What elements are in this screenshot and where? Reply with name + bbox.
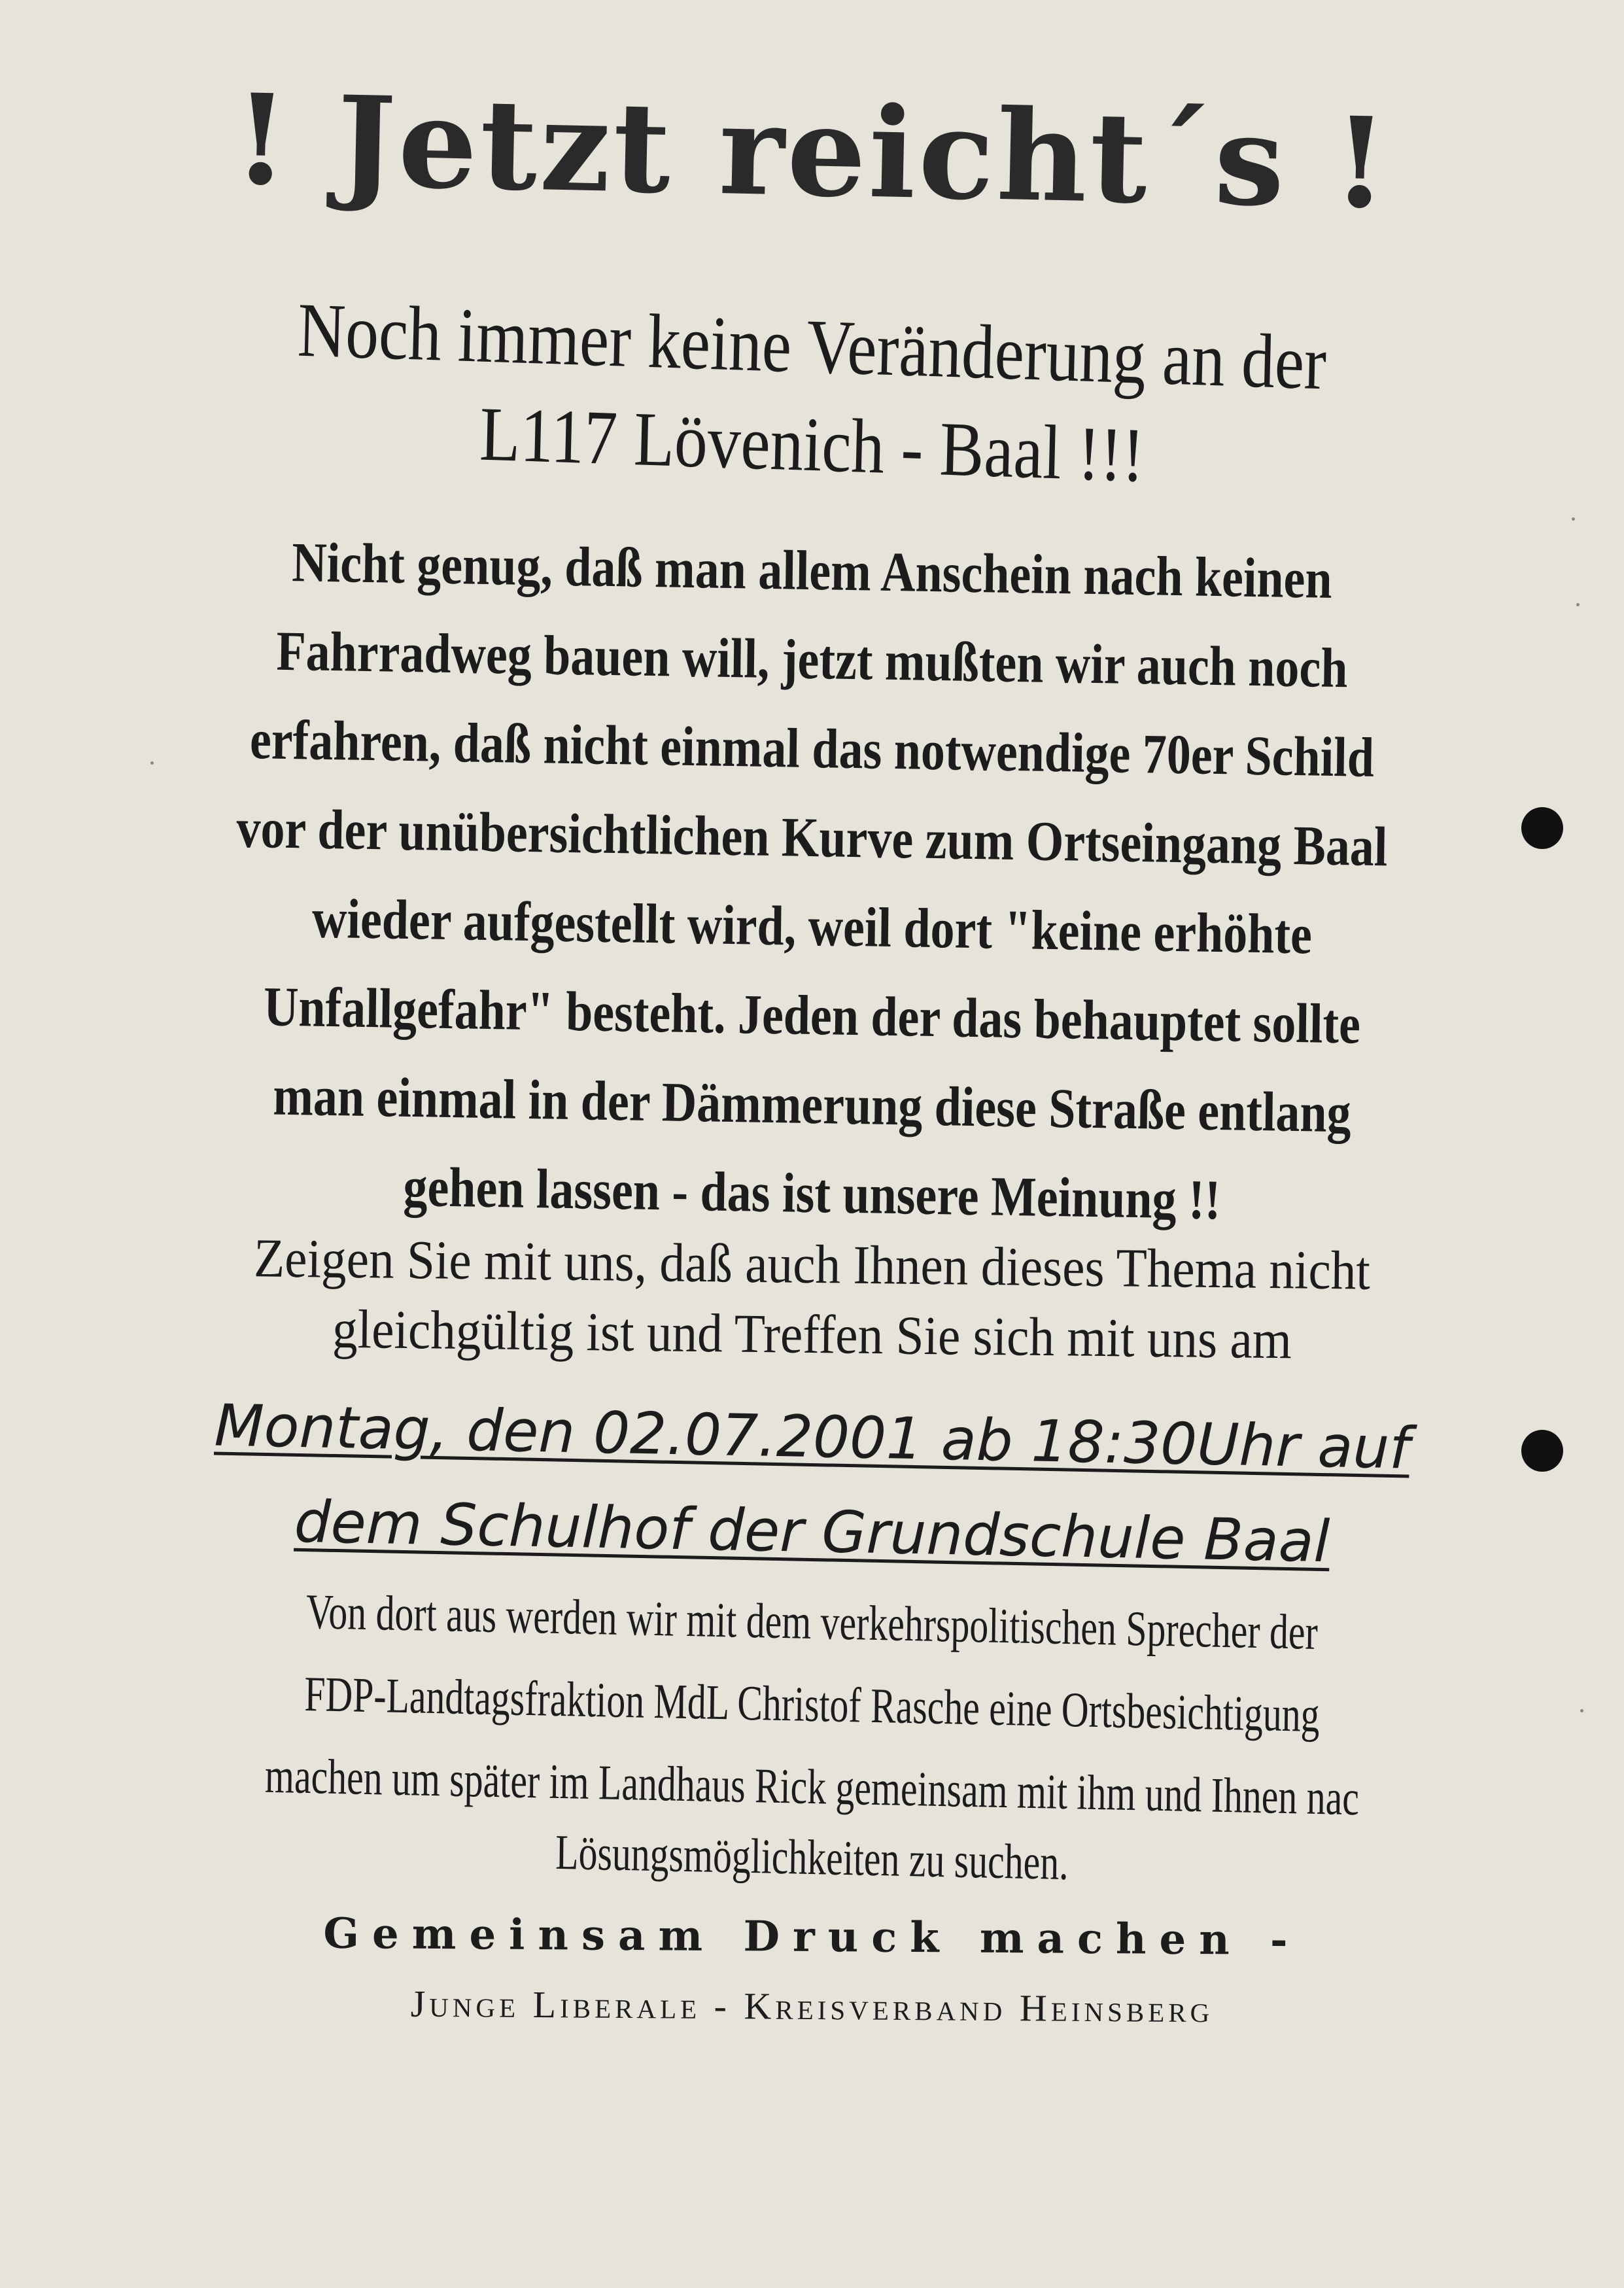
details-line: machen um später im Landhaus Rick gemeinsam mit ihm und Ihnen nac bbox=[264, 1748, 1360, 1826]
slogan: Gemeinsam Druck machen - bbox=[323, 1909, 1301, 1966]
scan-speck bbox=[1580, 1709, 1583, 1712]
headline: ! Jetzt reicht´s ! bbox=[232, 66, 1392, 237]
body-line: gehen lassen - das ist unsere Meinung !! bbox=[403, 1154, 1221, 1232]
subheadline-line-2: L117 Lövenich - Baal !!! bbox=[478, 390, 1146, 498]
body-line: wieder aufgestellt wird, weil dort "keine erhöhte bbox=[311, 886, 1313, 966]
details-line: Lösungsmöglichkeiten zu suchen. bbox=[555, 1824, 1069, 1891]
details-line: FDP-Landtagsfraktion MdL Christof Rasche eine Ortsbesichtigung bbox=[303, 1666, 1321, 1743]
scan-speck bbox=[1572, 517, 1575, 521]
body-line: Unfallgefahr" besteht. Jeden der das behauptet sollte bbox=[263, 975, 1361, 1056]
event-place-line: dem Schulhof der Grundschule Baal bbox=[293, 1487, 1331, 1576]
body-line: vor der unübersichtlichen Kurve zum Ortseingang Baal bbox=[236, 796, 1388, 878]
scan-speck bbox=[1576, 603, 1580, 606]
details-line: Von dort aus werden wir mit dem verkehrspolitischen Sprecher der bbox=[305, 1584, 1319, 1660]
body-line: Nicht genug, daß man allem Anschein nach keinen bbox=[291, 530, 1333, 610]
body-line: erfahren, daß nicht einmal das notwendige 70er Schild bbox=[249, 708, 1375, 789]
event-date-line: Montag, den 02.07.2001 ab 18:30Uhr auf bbox=[213, 1391, 1411, 1482]
invitation-line: gleichgültig ist und Treffen Sie sich mit uns am bbox=[332, 1298, 1292, 1371]
body-line: man einmal in der Dämmerung diese Straße entlang bbox=[272, 1064, 1352, 1145]
body-line: Fahrradweg bauen will, jetzt mußten wir auch noch bbox=[275, 619, 1349, 700]
organization-name: Junge Liberale - Kreisverband Heinsberg bbox=[410, 1982, 1214, 2031]
invitation-line: Zeigen Sie mit uns, daß auch Ihnen dieses Thema nicht bbox=[253, 1228, 1371, 1302]
subheadline-line-1: Noch immer keine Veränderung an der bbox=[296, 286, 1328, 406]
punch-hole-top bbox=[1521, 807, 1563, 849]
